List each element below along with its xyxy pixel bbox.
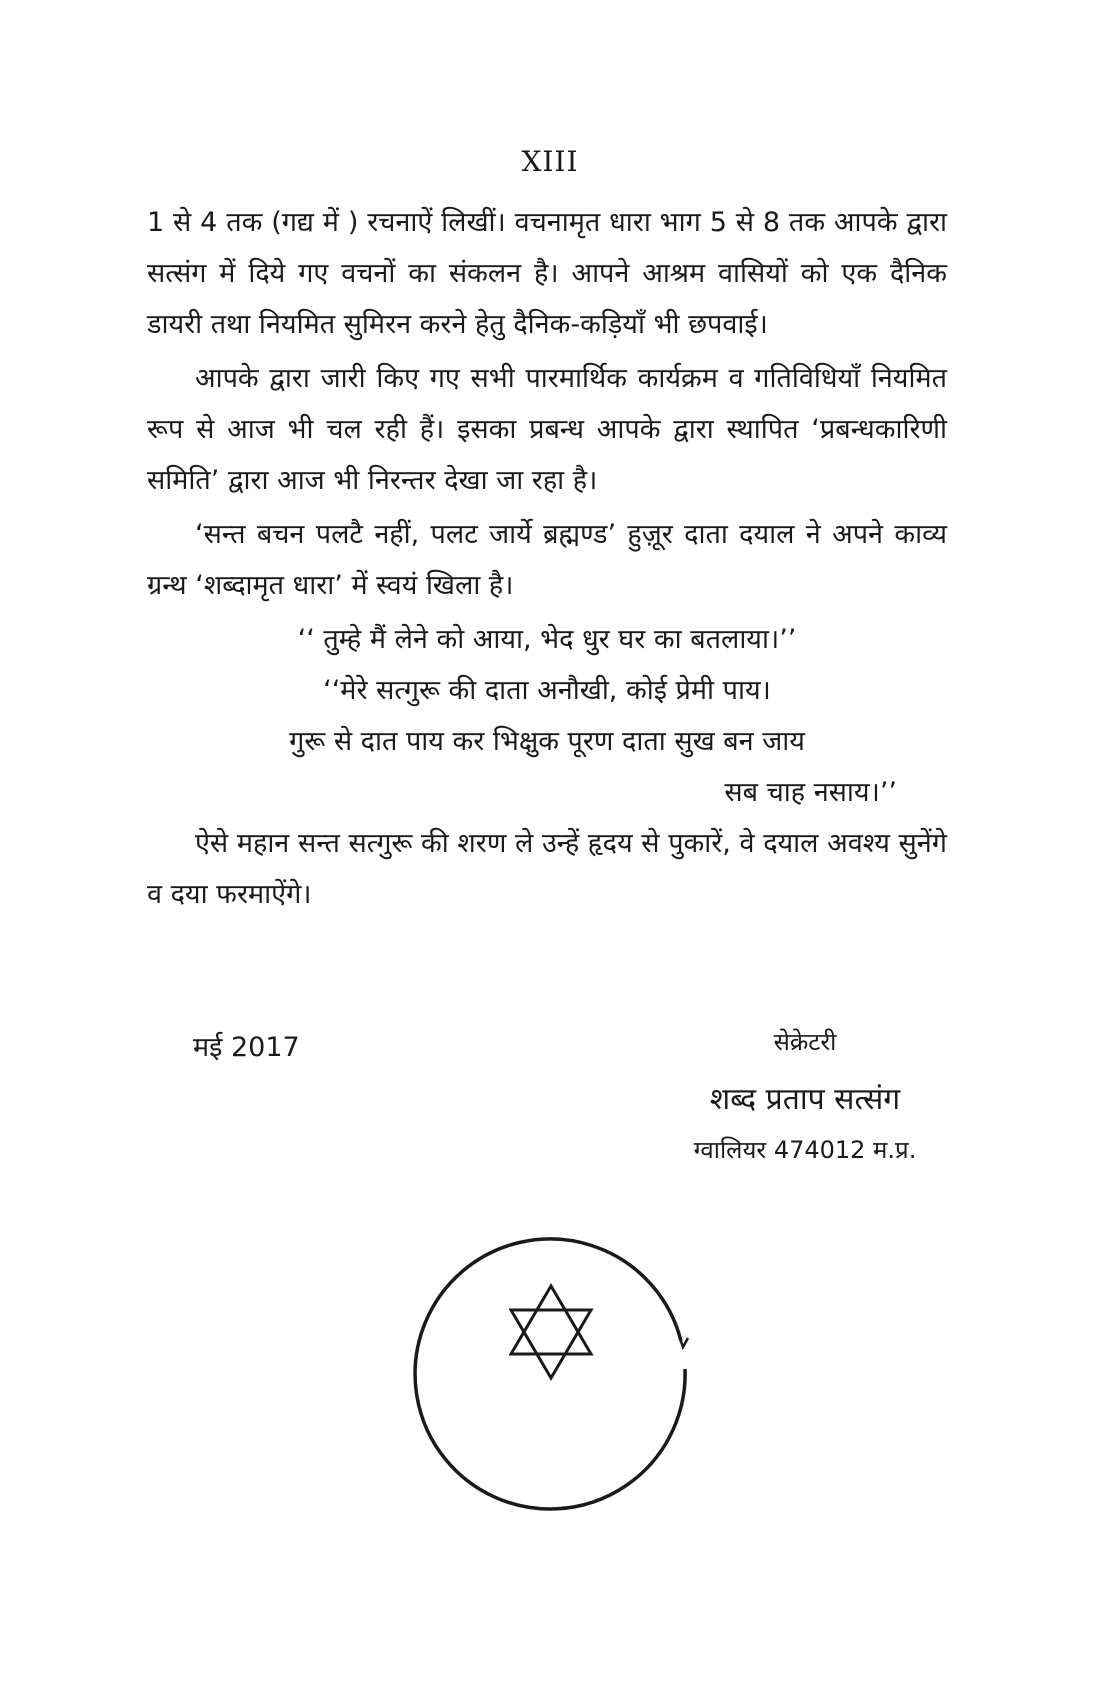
- emblem-triangle-up: [511, 1286, 591, 1354]
- star-of-david-in-circle-icon: [400, 1222, 700, 1522]
- verse-line-3: गुरू से दात पाय कर भिक्षुक पूरण दाता सुख बन जाय: [289, 726, 805, 757]
- paragraph-2: आपके द्वारा जारी किए गए सभी पारमार्थिक कार्यक्रम व गतिविधियाँ नियमित रूप से आज भी चल रही हैं। इसका प्रबन्ध आपके द्वारा स्थापित ‘प्रबन्धकारिणी समिति’ द्वारा आज भी निरन्तर देखा जा रहा है।: [147, 363, 947, 496]
- signatory-title: सेक्रेटरी: [773, 1028, 837, 1056]
- body-text: [147, 197, 947, 923]
- organization-address: ग्वालियर 474012 म.प्र.: [693, 1136, 917, 1164]
- paragraph-3: ‘सन्त बचन पलटै नहीं, पलट जार्ये ब्रह्मण्ड’ हुज़ूर दाता दयाल ने अपने काव्य ग्रन्थ ‘शब्दामृत धारा’ में स्वयं खिला है।: [147, 519, 947, 601]
- closing-paragraph: ऐसे महान सन्त सत्गुरू की शरण ले उन्हें हृदय से पुकारें, वे दयाल अवश्य सुनेंगे व दया फरमाऐंगे।: [147, 828, 947, 910]
- organization-name: शब्द प्रताप सत्संग: [709, 1082, 901, 1117]
- emblem-triangle-down: [511, 1310, 591, 1378]
- verse-line-1: ‘‘ तुम्हे मैं लेने को आया, भेद धुर घर का बतलाया।’’: [297, 624, 797, 655]
- verse-line-2: ‘‘मेरे सत्गुरू की दाता अनौखी, कोई प्रेमी पाय।: [323, 675, 771, 706]
- page-number: XIII: [521, 145, 579, 178]
- date: मई 2017: [193, 1032, 300, 1063]
- emblem-arrow: [679, 1336, 688, 1347]
- paragraph-1: 1 से 4 तक (गद्य में ) रचनाऐं लिखीं। वचनामृत धारा भाग 5 से 8 तक आपके द्वारा सत्संग में दिये गए वचनों का संकलन है। आपने आश्रम वासियों को एक दैनिक डायरी तथा नियमित सुमिरन करने हेतु दैनिक-कड़ियाँ भी छपवाई।: [147, 207, 947, 340]
- verse-line-4: सब चाह नसाय।’’: [724, 777, 897, 808]
